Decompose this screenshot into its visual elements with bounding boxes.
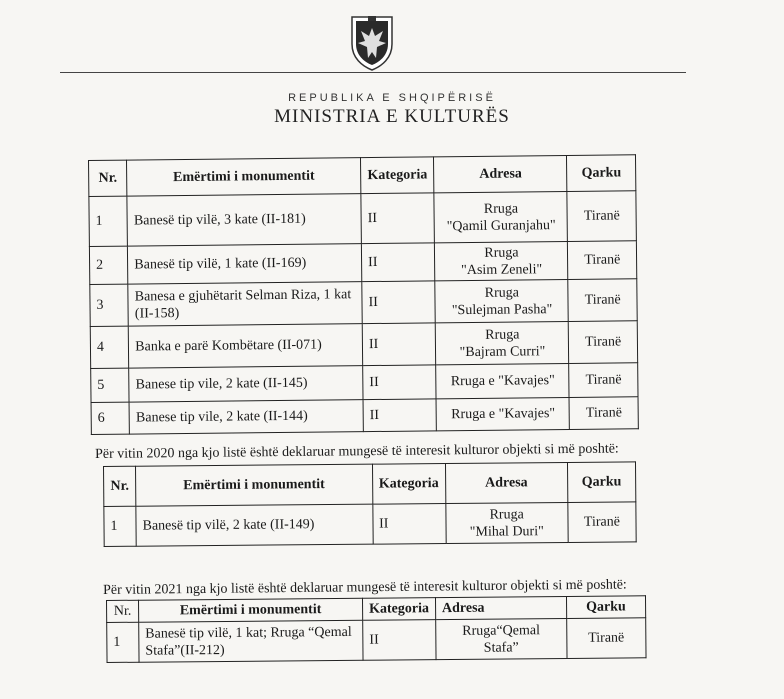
table-row: 1 Banesë tip vilë, 3 kate (II-181) II Rruga "Qamil Guranjahu" Tiranë bbox=[89, 191, 636, 247]
col-qarku: Qarku bbox=[567, 155, 636, 192]
note-2020: Për vitin 2020 nga kjo listë është deklaruar mungesë të interesit kulturor objekti si më poshtë: bbox=[95, 441, 619, 462]
col-nr: Nr. bbox=[89, 160, 128, 196]
col-address: Adresa bbox=[434, 155, 567, 192]
table-row: 2 Banesë tip vilë, 1 kate (II-169) II Rruga "Asim Zeneli" Tiranë bbox=[89, 241, 636, 285]
col-category: Kategoria bbox=[361, 157, 435, 194]
col-name: Emërtimi i monumentit bbox=[127, 158, 361, 196]
header-rule bbox=[60, 72, 686, 73]
table-2020 bbox=[103, 461, 637, 547]
ministry-heading: MINISTRIA E KULTURËS bbox=[274, 106, 510, 127]
table-row: 4 Banka e parë Kombëtare (II-071) II Rruga "Bajram Curri" Tiranë bbox=[90, 321, 637, 369]
table-row: 1 Banesë tip vilë, 2 kate (II-149) II Rruga "Mihal Duri" Tiranë bbox=[104, 502, 636, 547]
table-header-row: Nr. Emërtimi i monumentit Kategoria Adresa Qarku bbox=[107, 596, 646, 623]
table-row: 6 Banese tip vile, 2 kate (II-144) II Rruga e "Kavajes" Tiranë bbox=[91, 397, 638, 435]
table-row: 5 Banese tip vile, 2 kate (II-145) II Rruga e "Kavajes" Tiranë bbox=[91, 363, 638, 403]
monuments-table bbox=[88, 154, 639, 435]
republic-heading: REPUBLIKA E SHQIPËRISË bbox=[288, 92, 496, 104]
table-header-row: Nr. Emërtimi i monumentit Kategoria Adresa Qarku bbox=[104, 462, 636, 507]
table-header-row bbox=[89, 155, 636, 197]
note-2021: Për vitin 2021 nga kjo listë është deklaruar mungesë të interesit kulturor objekti si më poshtë: bbox=[103, 577, 627, 598]
table-2021 bbox=[106, 595, 647, 663]
table-row: 1 Banesë tip vilë, 1 kat; Rruga “Qemal Stafa”(II-212) II Rruga“Qemal Stafa” Tiranë bbox=[107, 618, 646, 663]
albania-emblem-icon bbox=[349, 14, 395, 72]
table-row: 3 Banesa e gjuhëtarit Selman Riza, 1 kat (II-158) II Rruga "Sulejman Pasha" Tiranë bbox=[90, 279, 637, 327]
